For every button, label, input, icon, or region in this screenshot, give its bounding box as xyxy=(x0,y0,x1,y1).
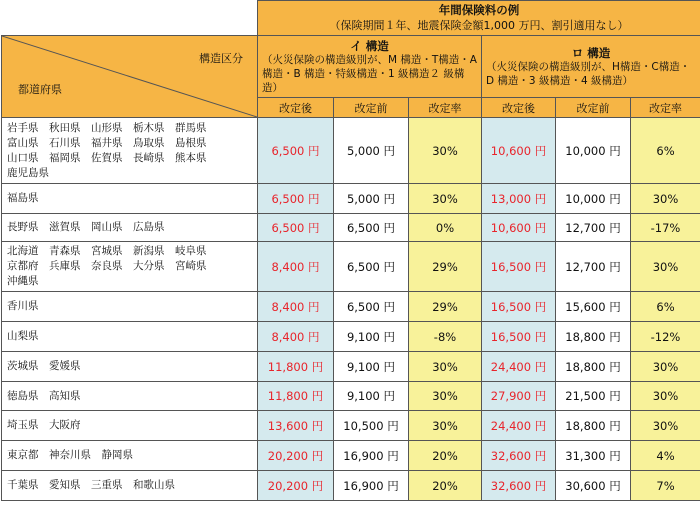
table-title: 年間保険料の例 xyxy=(438,3,520,17)
structure-ro-after-cell: 16,500 円 xyxy=(482,322,556,352)
structure-i-after-cell: 11,800 円 xyxy=(258,352,334,382)
structure-ro-after-cell: 16,500 円 xyxy=(482,242,556,292)
structure-i-before-cell: 6,500 円 xyxy=(334,214,409,242)
structure-i-after-cell: 8,400 円 xyxy=(258,322,334,352)
structure-ro-before-cell: 10,000 円 xyxy=(556,118,631,184)
structure-ro-rate-cell: 6% xyxy=(631,118,700,184)
structure-ro-rate-cell: 30% xyxy=(631,411,700,441)
structure-i-before-cell: 16,900 円 xyxy=(334,471,409,501)
structure-ro-after-cell: 32,600 円 xyxy=(482,441,556,471)
table-subtitle: （保険期間１年、地震保険金額1,000 万円、割引適用なし） xyxy=(329,19,629,32)
structure-i-after-cell: 6,500 円 xyxy=(258,184,334,214)
structure-ro-before-cell: 10,000 円 xyxy=(556,184,631,214)
table-title-block xyxy=(258,1,700,36)
table-row xyxy=(2,471,700,501)
structure-ro-before-cell: 21,500 円 xyxy=(556,382,631,411)
table-row xyxy=(2,214,700,242)
structure-ro-before-cell: 15,600 円 xyxy=(556,292,631,322)
structure-i-after-cell: 8,400 円 xyxy=(258,292,334,322)
structure-ro-before-cell: 18,800 円 xyxy=(556,352,631,382)
structure-ro-after-cell: 24,400 円 xyxy=(482,411,556,441)
structure-i-before-cell: 10,500 円 xyxy=(334,411,409,441)
table-row xyxy=(2,184,700,214)
structure-ro-rate-cell: -12% xyxy=(631,322,700,352)
col-i-rate: 改定率 xyxy=(409,98,482,118)
structure-i-before-cell: 9,100 円 xyxy=(334,352,409,382)
structure-ro-rate-cell: 6% xyxy=(631,292,700,322)
structure-i-rate-cell: 0% xyxy=(409,214,482,242)
col-ro-before: 改定前 xyxy=(556,98,631,118)
structure-ro-before-cell: 18,800 円 xyxy=(556,322,631,352)
col-ro-after: 改定後 xyxy=(482,98,556,118)
structure-i-desc: （火災保険の構造級別が、M 構造・T構造・A 構造・B 構造・特級構造・1 級構造２ 級構造） xyxy=(262,53,477,94)
structure-ro-after-cell: 27,900 円 xyxy=(482,382,556,411)
structure-ro-rate-cell: 7% xyxy=(631,471,700,501)
blank-corner xyxy=(2,1,258,36)
prefecture-cell: 山梨県 xyxy=(2,322,258,352)
structure-i-rate-cell: 30% xyxy=(409,382,482,411)
structure-i-after-cell: 13,600 円 xyxy=(258,411,334,441)
table-row xyxy=(2,411,700,441)
structure-i-rate-cell: 20% xyxy=(409,441,482,471)
col-i-after: 改定後 xyxy=(258,98,334,118)
structure-i-header xyxy=(258,36,482,98)
col-i-before: 改定前 xyxy=(334,98,409,118)
structure-ro-desc: （火災保険の構造級別が、H構造・C構造・D 構造・3 級構造・4 級構造） xyxy=(486,60,691,87)
structure-ro-title: ロ 構造 xyxy=(571,45,611,60)
structure-ro-rate-cell: 4% xyxy=(631,441,700,471)
structure-i-after-cell: 6,500 円 xyxy=(258,214,334,242)
structure-ro-after-cell: 10,600 円 xyxy=(482,118,556,184)
structure-i-rate-cell: 29% xyxy=(409,292,482,322)
structure-i-rate-cell: 29% xyxy=(409,242,482,292)
structure-i-before-cell: 9,100 円 xyxy=(334,382,409,411)
structure-category-label: 構造区分 xyxy=(199,52,243,65)
structure-i-after-cell: 20,200 円 xyxy=(258,471,334,501)
structure-i-rate-cell: 30% xyxy=(409,411,482,441)
prefecture-cell: 福島県 xyxy=(2,184,258,214)
structure-i-before-cell: 5,000 円 xyxy=(334,118,409,184)
structure-ro-after-cell: 24,400 円 xyxy=(482,352,556,382)
structure-ro-before-cell: 12,700 円 xyxy=(556,214,631,242)
structure-ro-after-cell: 16,500 円 xyxy=(482,292,556,322)
table-row xyxy=(2,242,700,292)
col-ro-rate: 改定率 xyxy=(631,98,700,118)
table-row xyxy=(2,292,700,322)
structure-ro-header xyxy=(482,36,700,98)
structure-i-rate-cell: 20% xyxy=(409,471,482,501)
structure-i-rate-cell: 30% xyxy=(409,184,482,214)
structure-i-rate-cell: 30% xyxy=(409,352,482,382)
structure-i-after-cell: 6,500 円 xyxy=(258,118,334,184)
prefecture-cell: 東京都 神奈川県 静岡県 xyxy=(2,441,258,471)
table-row xyxy=(2,322,700,352)
table-row xyxy=(2,352,700,382)
structure-ro-before-cell: 31,300 円 xyxy=(556,441,631,471)
structure-i-before-cell: 6,500 円 xyxy=(334,292,409,322)
structure-ro-before-cell: 30,600 円 xyxy=(556,471,631,501)
table-row xyxy=(2,441,700,471)
table-row xyxy=(2,118,700,184)
structure-ro-after-cell: 32,600 円 xyxy=(482,471,556,501)
structure-ro-before-cell: 12,700 円 xyxy=(556,242,631,292)
prefecture-cell: 埼玉県 大阪府 xyxy=(2,411,258,441)
structure-i-before-cell: 6,500 円 xyxy=(334,242,409,292)
structure-ro-after-cell: 13,000 円 xyxy=(482,184,556,214)
structure-i-after-cell: 20,200 円 xyxy=(258,441,334,471)
structure-ro-rate-cell: 30% xyxy=(631,352,700,382)
prefecture-cell: 茨城県 愛媛県 xyxy=(2,352,258,382)
diagonal-line xyxy=(2,36,257,117)
structure-i-before-cell: 16,900 円 xyxy=(334,441,409,471)
diagonal-header-cell xyxy=(2,36,258,118)
structure-i-title: イ 構造 xyxy=(350,38,389,53)
structure-i-before-cell: 9,100 円 xyxy=(334,322,409,352)
structure-i-after-cell: 11,800 円 xyxy=(258,382,334,411)
structure-i-rate-cell: -8% xyxy=(409,322,482,352)
structure-i-rate-cell: 30% xyxy=(409,118,482,184)
prefecture-cell: 徳島県 高知県 xyxy=(2,382,258,411)
prefecture-cell: 香川県 xyxy=(2,292,258,322)
prefecture-cell: 長野県 滋賀県 岡山県 広島県 xyxy=(2,214,258,242)
table-body xyxy=(2,118,700,501)
structure-ro-rate-cell: -17% xyxy=(631,214,700,242)
structure-ro-before-cell: 18,800 円 xyxy=(556,411,631,441)
structure-ro-rate-cell: 30% xyxy=(631,382,700,411)
prefecture-cell: 岩手県 秋田県 山形県 栃木県 群馬県 富山県 石川県 福井県 鳥取県 島根県 山口県 福岡県 佐賀県 長崎県 熊本県 鹿児島県 xyxy=(2,118,258,184)
prefecture-label: 都道府県 xyxy=(18,83,62,96)
earthquake-insurance-rate-table xyxy=(1,0,700,501)
structure-ro-rate-cell: 30% xyxy=(631,242,700,292)
structure-i-before-cell: 5,000 円 xyxy=(334,184,409,214)
structure-ro-after-cell: 10,600 円 xyxy=(482,214,556,242)
prefecture-cell: 北海道 青森県 宮城県 新潟県 岐阜県 京都府 兵庫県 奈良県 大分県 宮崎県 沖縄県 xyxy=(2,242,258,292)
table-row xyxy=(2,382,700,411)
structure-i-after-cell: 8,400 円 xyxy=(258,242,334,292)
structure-ro-rate-cell: 30% xyxy=(631,184,700,214)
prefecture-cell: 千葉県 愛知県 三重県 和歌山県 xyxy=(2,471,258,501)
